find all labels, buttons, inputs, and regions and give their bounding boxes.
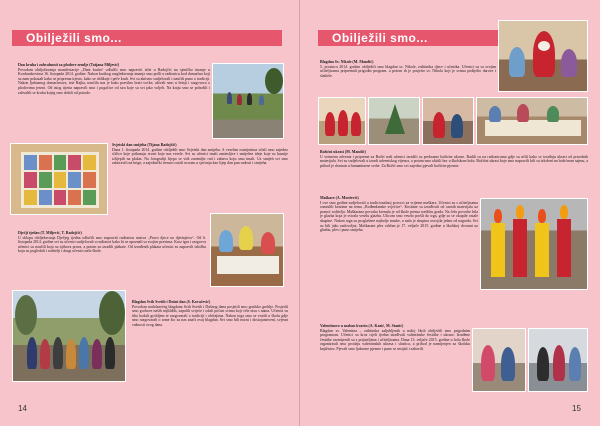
section-body: Blagdan sv. Valentina – zaštitnika zaljubljenih u našoj školi obilježili smo prigodnim programom. Učenici su kroz cijeli tjedan izrađivali valentinske čestitke i ukrase. Izrađene čestitke razmijenili su s prijateljima i učiteljicama. Dana 13. veljače 2015. godine u holu škole organizirali smo prodaju valentinskih ukrasa i slastica, a prihod je namijenjen za školsku knjižnicu. Pjevali smo ljubavne pjesme i puno se smijali i zabavili. <box>320 328 470 351</box>
section-heading: Božićni ukrasi (M. Mandić) <box>320 150 366 154</box>
photo-choir <box>318 97 366 145</box>
photo-valentine-1 <box>472 328 526 392</box>
section-body: U vremenu adventa i pripreme za Božić naši učenici izradili su prekrasne božićne ukrase. Radili su na radionicama gdje su učili kako se izrađuju ukrasi od prirodnih materijala. Svi su sudjelovali u izradi adventskog vijenca, a potom smo okitili bor u školskom holu. Božićni ukrasi koje smo napravili bili su izloženi na božićnom sajmu, a prihod je doniran u humanitarne svrhe. Za Božić smo svi zajedno pjevali božićne pjesme. <box>320 154 588 168</box>
photo-stage <box>422 97 474 145</box>
section-body: Povodom nadolazećeg blagdana Svih Svetih i Dušnog dana posjetili smo gradsko groblje. Posjetili smo grobove naših najbližih, zapalili svijeće i odali počast svima koji više nisu s nama. Učenici su tiho hodali grobljem te razgovarali o tradiciji i običajima. Nakon toga smo se vratili u školu gdje smo razgovarali o tome što za nas znači ovaj blagdan. Svi smo bili mirni i dostojanstveni, svjesni važnosti ovog dana. <box>132 304 288 327</box>
section-heading: Maškare (A. Muržević) <box>320 196 359 200</box>
section-maskare <box>320 196 478 320</box>
section-svi-sveti <box>132 300 288 372</box>
section-heading: Dan kruha i zahvalnosti za plodove zemlje (Tatjana Miljević) <box>18 63 120 67</box>
section-body: Povodom obilježavanja manifestacije „Dani kruha“ odlučili smo napraviti izlet u Radojčić na sjeničko imanje u Kordunskovima 16. listopada 2014. godine. Nakon kratkog razgledavanja imanja smo pošli u radionicu kod domaćina koji su nam pokazali kako se priprema tijesto, kako se oblikuje i peče kruh. Svi su aktivno sudjelovali i naučili puno o tradiciji. Nakon ljubaznog domaćinstva, tete Rajka, naučila nas je kako pravilno brati voćke, uživali smo u šetnji i razgovoru o plodovima jeseni. Od istog tijesta napravili smo i pogačice od sira koje su svi jako voljeli. Na kraju smo se pobožili i zahvalili se kruhu kojeg smo dobili od prirode. <box>18 67 210 95</box>
section-heading: Dječji tjedan (T. Miljević, T. Radojčić) <box>18 231 82 235</box>
right-page-title: Obilježili smo... <box>318 30 588 46</box>
section-heading: Valentinovo u malom kvartu (A. Kazić, M. Stanić) <box>320 324 404 328</box>
section-body: I ove smo godine sudjelovali u tradicionalnoj povorci za vrijeme maškara. Učenici su s učiteljicama osmislili kostime na temu „Rođendanske svjećice“. Kostime su izrađivali od raznih materijala uz pomoć roditelja. Maškarana povorka krenula je od škole prema središtu grada. Na čelu povorke bila je glazba koja je svirala veselu glazbu. Ulicom smo veselo prošli do trga, gdje su se okupile ostale skupine. Nakon toga su proglašene najbolje maske, a naša je skupina osvojila jednu od nagrada. Svi su bili jako zadovoljni. Maškarani ples održan je 17. veljače 2015. godine u školskoj dvorani uz glazbu, ples i puno smijeha. <box>320 200 478 233</box>
photo-christmas-hall <box>368 97 420 145</box>
page-number: 15 <box>572 404 581 413</box>
section-dan-kruha <box>18 63 210 143</box>
photo-group-outdoors <box>12 290 126 382</box>
page-number: 14 <box>18 404 27 413</box>
right-page <box>300 0 600 426</box>
section-heading: Svjetski dan smijeha (Tijana Radojčić) <box>112 143 177 147</box>
section-body: Dana 1. listopada 2014. godine obilježili smo Svjetski dan smijeha. S veselim osmijesima trčali smo zajedno sličice koje prikazuju stvari koje nas vesele. Svi su učenici imali zanimljive i smiješne ideje koje su kasnije izlijepili na plakat. Na fotografiji lijepo se vidi zanimljiv rad i zabava koju smo imali. Uz smijeh svi smo zaboravili na brige, a zajednički trenuci ostali su nam u sjećanju kao lijep dan pun radosti i smijeha. <box>112 147 288 166</box>
section-heading: Blagdan Sv. Nikole (M. Mandić) <box>320 60 374 64</box>
section-smijeh <box>112 143 288 209</box>
section-bozicni-ukrasi <box>320 150 588 194</box>
section-sv-nikola <box>320 60 496 96</box>
section-body: U sklopu obilježavanja Dječjeg tjedna odlučili smo napraviti radionicu naziva „Pravo djece na djetinjstvo“. Od 6. listopada 2014. godine svi su učenici sudjelovali u radionici kako bi se upoznali sa svojim pravima. Kroz igru i razgovor učenici su naučili koja su njihova prava, a potom su izradili plakate. Od izrađenih plakata učenici su napravili izložbu koju su pogledali i roditelji i drugi učenici naše škole. <box>18 235 206 254</box>
photo-laughter-poster <box>10 143 108 215</box>
section-heading: Blagdan Svih Svetih i Dušni dan (S. Kovačević) <box>132 300 211 304</box>
photo-bread-walk <box>212 63 284 139</box>
photo-valentine-2 <box>528 328 588 392</box>
left-page-title: Obilježili smo... <box>12 30 282 46</box>
photo-workshop-table <box>476 97 588 145</box>
section-body: 5. prosinca 2014. godine obilježili smo blagdan sv. Nikole, zaštitnika djece i učenika. Učenici su sa svojim učiteljicama pripremali prigodni program, a potom ih je posjetio sv. Nikola koji je svima podijelio darove i slatkiše. <box>320 64 496 78</box>
photo-carnival-candles <box>480 198 588 290</box>
photo-children-table <box>210 213 284 287</box>
photo-st-nicholas <box>498 20 588 92</box>
section-djecji-tjedan <box>18 231 206 279</box>
section-valentinovo <box>320 324 470 394</box>
